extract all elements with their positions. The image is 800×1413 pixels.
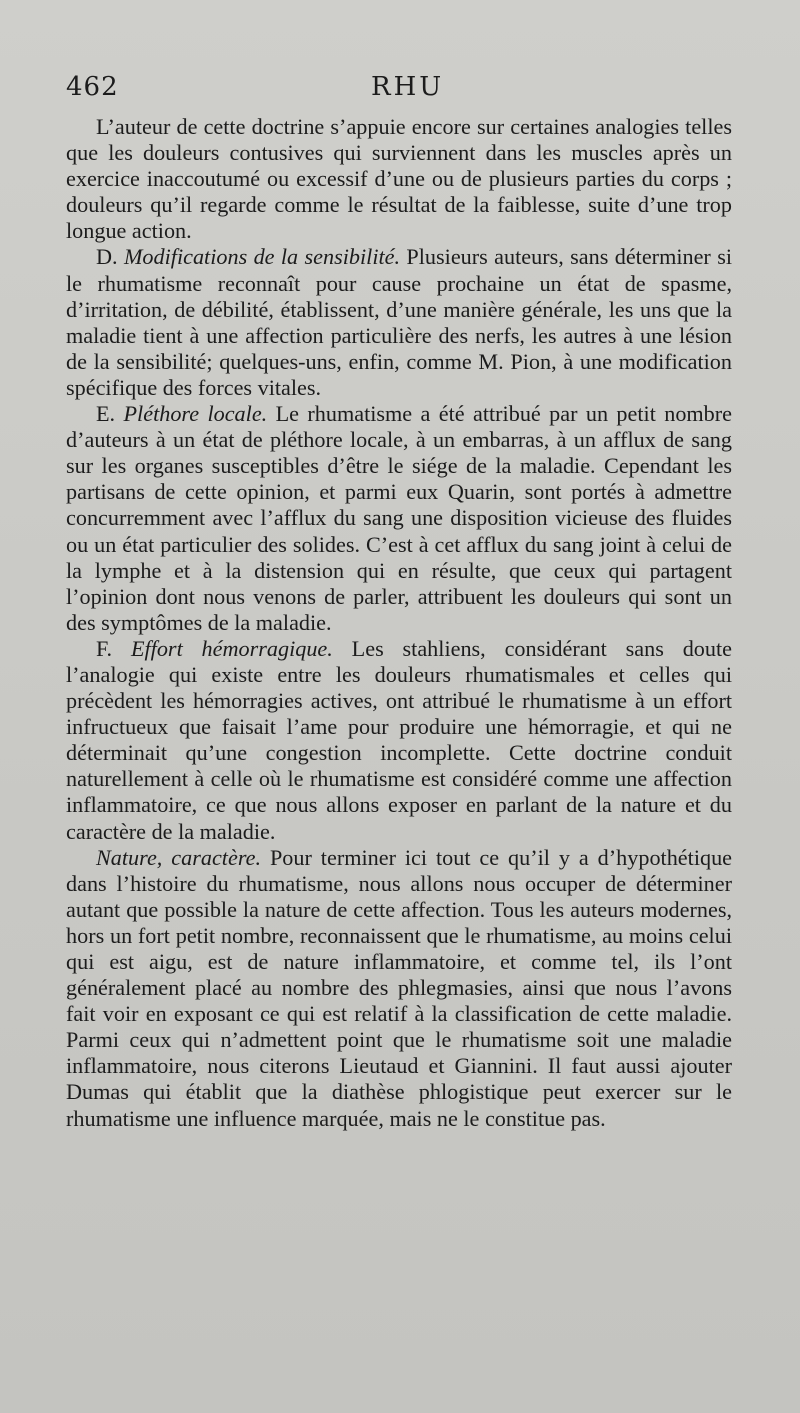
section-heading: Pléthore locale. [123, 401, 268, 427]
paragraph-text: Les stahliens, considérant sans doute l’analogie qui existe entre les douleurs rhumatismales et celles qui précèdent les hémorragies actives, ont attribué le rhumatisme à un effort infructueux que faisait l’ame pour produire une hémorragie, et qui ne déterminait qu’une congestion incomplette. Cette doctrine conduit naturellement à celle où le rhumatisme est considéré comme une affection inflammatoire, ce que nous allons exposer en parlant de la nature et du caractère de la maladie. [66, 635, 733, 844]
paragraph [66, 401, 732, 636]
section-letter: F. [96, 635, 113, 661]
section-letter: E. [96, 401, 116, 427]
paragraph [66, 244, 732, 401]
paragraph-text: Pour terminer ici tout ce qu’il y a d’hypothétique dans l’histoire du rhumatisme, nous allons nous occuper de déterminer autant que possible la nature de cette affection. Tous les auteurs modernes, hors un fort petit nombre, reconnaissent que le rhumatisme, au moins celui qui est aigu, est de nature inflammatoire, et comme tel, ils l’ont généralement placé au nombre des phlegmasies, ainsi que nous l’avons fait voir en exposant ce qui est relatif à la classification de cette maladie. Parmi ceux qui n’admettent point que le rhumatisme soit une maladie inflammatoire, nous citerons Lieutaud et Giannini. Il faut aussi ajouter Dumas qui établit que la diathèse phlogistique peut exercer sur le rhumatisme une influence marquée, mais ne le constitue pas. [66, 844, 733, 1131]
page-header [66, 72, 734, 112]
page-number: 462 [66, 72, 119, 102]
paragraph-text: Le rhumatisme a été attribué par un petit nombre d’auteurs à un état de pléthore locale, à un embarras, à un afflux de sang sur les organes susceptibles d’être le siége de la maladie. Cependant les partisans de cette opinion, et parmi eux Quarin, sont portés à admettre concurremment avec l’afflux du sang une disposition vicieuse des fluides ou un état particulier des solides. C’est à cet afflux du sang joint à celui de la lymphe et à la distension qui en résulte, que ceux qui partagent l’opinion dont nous venons de parler, attribuent les douleurs qui sont un des symptômes de la maladie. [66, 401, 733, 635]
section-heading: Modifications de la sensibilité. [123, 244, 401, 270]
paragraph [66, 845, 732, 1132]
paragraph-text: Plusieurs auteurs, sans déterminer si le rhumatisme reconnaît pour cause prochaine un état de spasme, d’irritation, de débilité, établissent, d’une manière générale, les uns que la maladie tient à une affection particulière des nerfs, les autres à une lésion de la sensibilité; quelques-uns, enfin, comme M. Pion, à une modification spécifique des forces vitales. [66, 244, 732, 400]
paragraph-text: L’auteur de cette doctrine s’appuie encore sur certaines analogies telles que les douleurs contusives qui surviennent dans les muscles après un exercice inaccoutumé ou excessif d’une ou de plusieurs parties du corps ; douleurs qu’il regarde comme le résultat de la faiblesse, suite d’une trop longue action. [66, 114, 732, 244]
paragraph [66, 114, 732, 244]
running-head: RHU [371, 72, 445, 102]
paragraph [66, 636, 732, 845]
section-letter: D. [96, 244, 118, 270]
section-heading: Effort hémorragique. [130, 635, 333, 661]
section-heading: Nature, caractère. [96, 844, 262, 870]
body-text [66, 114, 732, 1132]
